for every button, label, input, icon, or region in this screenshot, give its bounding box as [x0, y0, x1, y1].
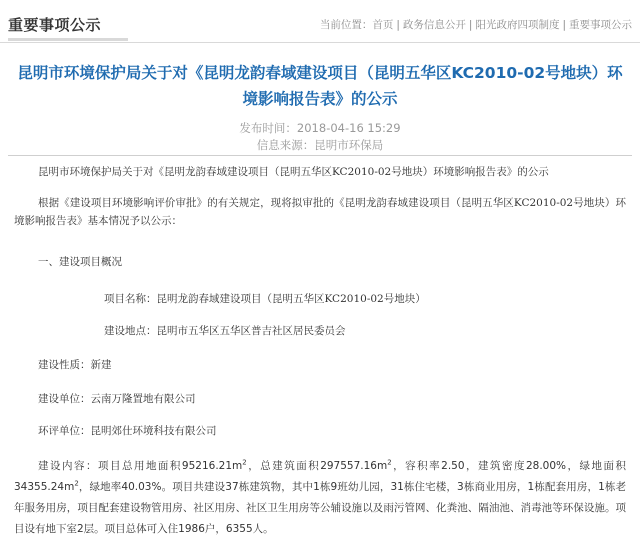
content-part-1: 建设内容：项目总用地面积95216.21m — [38, 460, 243, 472]
publish-time-label: 发布时间： — [239, 121, 297, 135]
breadcrumb — [320, 17, 632, 32]
project-nature: 建设性质：新建 — [38, 359, 112, 371]
section-heading-overview: 一、建设项目概况 — [38, 256, 122, 268]
info-source-label: 信息来源： — [256, 138, 315, 152]
breadcrumb-item-gov-info[interactable]: 政务信息公开 — [402, 19, 466, 31]
breadcrumb-prefix: 当前位置： — [319, 19, 373, 31]
breadcrumb-item-notices[interactable]: 重要事项公示 — [569, 19, 632, 31]
breadcrumb-separator: | — [562, 19, 566, 31]
publish-time-value: 2018-04-16 15:29 — [296, 121, 401, 135]
superscript: 2 — [387, 458, 392, 467]
superscript: 2 — [74, 479, 79, 488]
project-name: 项目名称：昆明龙韵春域建设项目（昆明五华区KC2010-02号地块） — [104, 293, 426, 305]
content-part-3: ，容积率2.50，建筑密度28.00%，绿地面积34355.24m — [14, 460, 626, 493]
article-title: 昆明市环境保护局关于对《昆明龙韵春域建设项目（昆明五华区KC2010-02号地块）环境影响报告表》的公示 — [17, 64, 623, 108]
project-location: 建设地点：昆明市五华区五华区普吉社区居民委员会 — [104, 325, 346, 337]
paragraph-intro: 昆明市环境保护局关于对《昆明龙韵春域建设项目（昆明五华区KC2010-02号地块）环境影响报告表》的公示 — [38, 166, 549, 178]
project-content — [14, 456, 626, 540]
publish-time — [0, 120, 640, 136]
breadcrumb-separator: | — [396, 19, 400, 31]
project-builder: 建设单位：云南万隆置地有限公司 — [38, 393, 196, 405]
info-source — [0, 137, 640, 153]
paragraph-basis: 根据《建设项目环境影响评价审批》的有关规定，现将拟审批的《昆明龙韵春域建设项目（昆明五华区KC2010-02号地块）环境影响报告表》基本情况予以公示： — [14, 197, 626, 227]
section-title-underline — [8, 38, 128, 41]
breadcrumb-separator: | — [468, 19, 473, 31]
content-part-4: ，绿地率40.03%。项目共建设37栋建筑物，其中1栋9班幼儿园，31栋住宅楼，3栋商业用房，1栋配套用房，1栋老年服务用房，项目配套建设物管用房、社区用房、社区卫生用房等公辅设施以及雨污管网、化粪池、隔油池、消毒池等环保设施。项目设有地下室2层。项目总体可入住1986户，6355人。 — [14, 481, 626, 535]
divider — [8, 155, 632, 156]
info-source-value: 昆明市环保局 — [314, 138, 384, 152]
section-title: 重要事项公示 — [8, 16, 102, 34]
breadcrumb-item-home[interactable]: 首页 — [372, 19, 394, 31]
project-evaluator: 环评单位：昆明郊仕环境科技有限公司 — [38, 425, 217, 437]
breadcrumb-item-sunshine[interactable]: 阳光政府四项制度 — [475, 19, 560, 31]
content-part-2: ，总建筑面积297557.16m — [246, 460, 388, 472]
superscript: 2 — [242, 458, 247, 467]
page-header — [0, 0, 640, 43]
